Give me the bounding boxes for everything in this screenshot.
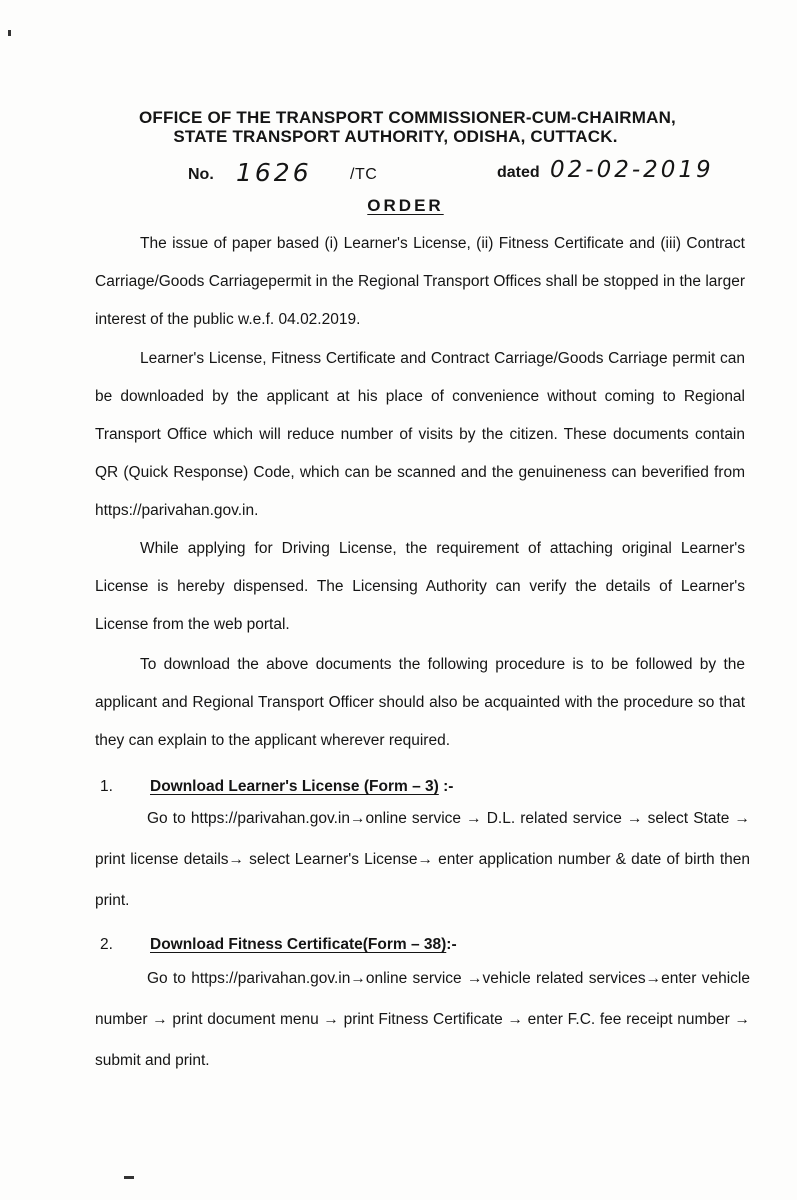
section-1-title: Download Learner's License (Form – 3)	[150, 778, 439, 795]
section-2-heading	[100, 936, 457, 954]
order-number-handwritten: 1626	[236, 158, 312, 187]
section-2-number: 2.	[100, 936, 113, 953]
order-title-text: ORDER	[367, 196, 444, 215]
section-2-suffix: :-	[446, 936, 457, 953]
order-number-label: No.	[188, 166, 214, 183]
scan-mark	[8, 30, 11, 36]
paragraph-4: To download the above documents the following procedure is to be followed by the applicant and Regional Transport Officer should also be acquainted with the procedure so that they can explain to the applicant wherever required.	[95, 656, 745, 749]
header-line-2: STATE TRANSPORT AUTHORITY, ODISHA, CUTTACK.	[173, 127, 618, 146]
header-line-1: OFFICE OF THE TRANSPORT COMMISSIONER-CUM-CHAIRMAN,	[139, 108, 676, 127]
date-handwritten: 02-02-2019	[550, 157, 714, 183]
scan-mark	[124, 1176, 134, 1179]
paragraph-1: The issue of paper based (i) Learner's License, (ii) Fitness Certificate and (iii) Contract Carriage/Goods Carriagepermit in the Regional Transport Offices shall be stopped in the larger interest of the public w.e.f. 04.02.2019.	[95, 235, 745, 328]
section-1-steps: Go to https://parivahan.gov.in→online service → D.L. related service → select State → print license details→ select Learner's License→ enter application number & date of birth then print.	[95, 810, 750, 909]
section-1-suffix: :-	[438, 778, 454, 795]
section-2-title: Download Fitness Certificate(Form – 38)	[150, 936, 447, 953]
reference-line	[0, 157, 797, 194]
order-number-suffix: /TC	[350, 166, 378, 183]
paragraph-3: While applying for Driving License, the requirement of attaching original Learner's License is hereby dispensed. The Licensing Authority can verify the details of Learner's License from the web portal.	[95, 540, 745, 633]
section-2-steps: Go to https://parivahan.gov.in→online service →vehicle related services→enter vehicle number → print document menu → print Fitness Certificate → enter F.C. fee receipt number → submit and print.	[95, 970, 750, 1069]
order-title	[0, 196, 797, 216]
dated-label: dated	[497, 164, 540, 181]
paragraph-2: Learner's License, Fitness Certificate and Contract Carriage/Goods Carriage permit can be downloaded by the applicant at his place of convenience without coming to Regional Transport Office which will reduce number of visits by the citizen. These documents contain QR (Quick Response) Code, which can be scanned and the genuineness can beverified from https://parivahan.gov.in.	[95, 350, 745, 519]
section-1-heading	[100, 778, 453, 796]
office-header	[0, 108, 797, 146]
section-1-number: 1.	[100, 778, 113, 795]
